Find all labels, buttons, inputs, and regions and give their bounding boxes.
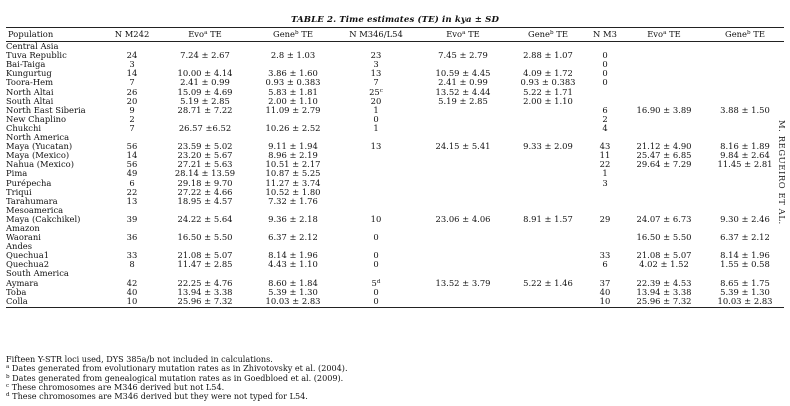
cell-gene-te-1: 3.86 ± 1.60 (268, 68, 318, 79)
running-head (776, 120, 788, 280)
table-row (6, 88, 784, 97)
cell-evo-te-1: 29.18 ± 9.70 (177, 177, 233, 188)
cell-n-m3 (588, 88, 622, 97)
cell-n-m3 (588, 197, 622, 206)
cell-evo-te-1: 7.24 ± 2.67 (180, 50, 230, 61)
cell-evo-te-1: 18.95 ± 4.57 (177, 195, 233, 206)
cell-evo-te-1: 28.14 ± 13.59 (174, 168, 236, 179)
table-row (6, 106, 784, 115)
cell-gene-te-1: 8.14 ± 1.96 (268, 250, 318, 261)
population-name: Toba (6, 286, 27, 297)
cell-gene-te-2: 8.91 ± 1.57 (523, 213, 573, 224)
cell-evo-te-3 (622, 124, 706, 133)
cell-gene-te-3: 5.39 ± 1.30 (720, 286, 770, 297)
cell-n-m242: 33 (126, 250, 138, 261)
cell-gene-te-3: 8.14 ± 1.96 (720, 250, 770, 261)
cell-gene-te-2 (508, 115, 588, 124)
cell-gene-te-2: 5.22 ± 1.46 (523, 277, 573, 288)
cell-gene-te-3 (706, 60, 784, 69)
cell-gene-te-1: 0.93 ± 0.383 (265, 77, 321, 88)
running-head-text: M. REGUEIRO ET AL. (777, 120, 787, 225)
cell-evo-te-3: 4.02 ± 1.52 (639, 259, 689, 270)
cell-gene-te-2: 2.00 ± 1.10 (523, 95, 573, 106)
population-name: Quechua2 (6, 259, 50, 270)
population-name: North East Siberia (6, 104, 86, 115)
population-name: Purépecha (6, 177, 52, 188)
table-row (6, 197, 784, 206)
cell-n-m346: 1 (373, 122, 379, 133)
cell-gene-te-3 (706, 197, 784, 206)
population-name: Waorani (6, 232, 41, 243)
cell-evo-te-2 (418, 260, 508, 269)
region-label: Amazon (6, 222, 40, 233)
cell-evo-te-2: 2.41 ± 0.99 (438, 77, 488, 88)
cell-gene-te-2: 4.09 ± 1.72 (523, 68, 573, 79)
cell-evo-te-1: 23.20 ± 5.67 (177, 150, 233, 161)
cell-evo-te-3: 25.47 ± 6.85 (636, 150, 692, 161)
cell-gene-te-3 (706, 115, 784, 124)
cell-n-m346: 25$^c$ (369, 86, 383, 97)
footnote-b: $^b$ Dates generated from genealogical mutation rates as in Goedbloed et al. (2009). (6, 372, 344, 383)
cell-evo-te-2: 23.06 ± 4.06 (435, 213, 491, 224)
cell-n-m3: 11 (599, 150, 611, 161)
cell-gene-te-1: 10.03 ± 2.83 (252, 297, 334, 308)
cell-gene-te-1: 4.43 ± 1.10 (268, 259, 318, 270)
cell-evo-te-2 (418, 151, 508, 160)
cell-evo-te-1: 27.21 ± 5.63 (177, 159, 233, 170)
cell-evo-te-1: 28.71 ± 7.22 (177, 104, 233, 115)
population-name: North Altai (6, 86, 54, 97)
time-estimates-table (6, 27, 784, 308)
cell-gene-te-2 (508, 169, 588, 178)
cell-n-m346 (334, 197, 418, 206)
cell-n-m242: 56 (126, 159, 138, 170)
cell-evo-te-3 (622, 60, 706, 69)
cell-gene-te-2 (508, 197, 588, 206)
cell-n-m242: 56 (126, 141, 138, 152)
header-evo-te-2: Evo$^a$ TE (418, 28, 508, 42)
cell-n-m3: 37 (599, 277, 611, 288)
cell-n-m346: 0 (373, 250, 379, 261)
cell-n-m346: 10 (370, 213, 382, 224)
cell-evo-te-3: 21.08 ± 5.07 (636, 250, 692, 261)
cell-n-m242: 24 (126, 50, 138, 61)
cell-gene-te-3: 9.84 ± 2.64 (720, 150, 770, 161)
cell-n-m3: 43 (599, 141, 611, 152)
cell-gene-te-3: 3.88 ± 1.50 (720, 104, 770, 115)
cell-evo-te-2 (418, 115, 508, 124)
cell-evo-te-1: 23.59 ± 5.02 (177, 141, 233, 152)
cell-n-m242: 40 (126, 286, 138, 297)
population-name: Chukchi (6, 122, 42, 133)
cell-gene-te-3 (706, 42, 784, 52)
population-name: Triqui (6, 186, 32, 197)
cell-n-m242: 2 (129, 113, 135, 124)
region-label: South America (6, 268, 69, 279)
cell-gene-te-1: 10.26 ± 2.52 (265, 122, 321, 133)
cell-gene-te-1: 5.83 ± 1.81 (268, 86, 318, 97)
cell-gene-te-1: 11.09 ± 2.79 (265, 104, 321, 115)
cell-evo-te-1: 24.22 ± 5.64 (177, 213, 233, 224)
table-row (6, 115, 784, 124)
cell-gene-te-2: 2.88 ± 1.07 (523, 50, 573, 61)
cell-evo-te-3 (622, 69, 706, 78)
cell-gene-te-1: 2.00 ± 1.10 (268, 95, 318, 106)
cell-gene-te-2: 0.93 ± 0.383 (520, 77, 576, 88)
header-row (6, 28, 784, 42)
table-row (6, 297, 784, 308)
cell-evo-te-2: 13.52 ± 3.79 (435, 277, 491, 288)
region-label: Central Asia (6, 41, 59, 52)
table-row (6, 78, 784, 87)
cell-evo-te-3 (622, 115, 706, 124)
cell-gene-te-3 (706, 179, 784, 188)
table-row (6, 188, 784, 197)
cell-gene-te-1: 9.11 ± 1.94 (268, 141, 318, 152)
cell-evo-te-3: 25.96 ± 7.32 (622, 297, 706, 308)
cell-evo-te-1: 13.94 ± 3.38 (177, 286, 233, 297)
cell-gene-te-2 (508, 260, 588, 269)
cell-evo-te-2 (418, 233, 508, 242)
cell-gene-te-1: 8.96 ± 2.19 (268, 150, 318, 161)
cell-n-m3: 3 (602, 177, 608, 188)
footnote-marker: c (379, 87, 383, 94)
cell-evo-te-3: 29.64 ± 7.29 (636, 159, 692, 170)
cell-n-m3: 40 (599, 286, 611, 297)
cell-n-m346: 23 (370, 50, 382, 61)
cell-n-m242: 22 (126, 186, 138, 197)
cell-evo-te-3: 16.50 ± 5.50 (636, 232, 692, 243)
cell-n-m242: 10 (106, 297, 158, 308)
cell-evo-te-2 (418, 197, 508, 206)
cell-evo-te-2 (418, 251, 508, 260)
population-name: Nahua (Mexico) (6, 159, 74, 170)
header-evo-te-1: Evo$^a$ TE (158, 28, 252, 42)
cell-gene-te-2 (508, 233, 588, 242)
cell-gene-te-2 (508, 297, 588, 308)
cell-gene-te-3 (706, 88, 784, 97)
cell-evo-te-1: 15.09 ± 4.69 (177, 86, 233, 97)
population-name: Tarahumara (6, 195, 58, 206)
cell-n-m242: 7 (129, 122, 135, 133)
cell-n-m3: 6 (602, 104, 608, 115)
cell-gene-te-2 (508, 124, 588, 133)
cell-evo-te-3: 16.90 ± 3.89 (636, 104, 692, 115)
cell-evo-te-2 (418, 169, 508, 178)
region-label: North America (6, 132, 70, 143)
cell-n-m346 (334, 179, 418, 188)
cell-n-m3: 0 (602, 68, 608, 79)
cell-evo-te-2 (418, 179, 508, 188)
cell-evo-te-1: 11.47 ± 2.85 (177, 259, 233, 270)
cell-n-m242: 14 (126, 150, 138, 161)
region-row (6, 42, 784, 52)
cell-n-m346: 3 (373, 59, 379, 70)
cell-evo-te-3 (622, 197, 706, 206)
cell-evo-te-3 (622, 51, 706, 60)
header-gene-te-2: Gene$^b$ TE (508, 28, 588, 42)
cell-gene-te-1: 9.36 ± 2.18 (268, 213, 318, 224)
cell-n-m346: 0 (373, 286, 379, 297)
footnote-d: $^d$ These chromosomes are M346 derived but they were not typed for L54. (6, 391, 308, 402)
population-name: Quechua1 (6, 250, 50, 261)
cell-gene-te-3 (706, 188, 784, 197)
cell-gene-te-3 (706, 169, 784, 178)
table-body (6, 42, 784, 308)
cell-gene-te-3: 1.55 ± 0.58 (720, 259, 770, 270)
header-gene-te-1: Gene$^b$ TE (252, 28, 334, 42)
cell-n-m242: 36 (126, 232, 138, 243)
header-n-m346: N M346/L54 (334, 28, 418, 42)
cell-evo-te-1: 26.57 ±6.52 (178, 122, 232, 133)
cell-n-m3: 2 (602, 113, 608, 124)
cell-evo-te-2 (418, 160, 508, 169)
region-label: Mesoamerica (6, 204, 64, 215)
cell-gene-te-2: 5.22 ± 1.71 (523, 86, 573, 97)
table-row (6, 260, 784, 269)
table-row (6, 60, 784, 69)
cell-evo-te-1: 10.00 ± 4.14 (177, 68, 233, 79)
table-row (6, 51, 784, 60)
table-row (6, 169, 784, 178)
cell-gene-te-1: 10.52 ± 1.80 (265, 186, 321, 197)
region-label: Andes (6, 241, 33, 252)
cell-n-m242: 9 (129, 104, 135, 115)
cell-n-m346: 13 (370, 68, 382, 79)
cell-evo-te-1: 25.96 ± 7.32 (158, 297, 252, 308)
cell-evo-te-2 (418, 297, 508, 308)
population-name: South Altai (6, 95, 54, 106)
cell-n-m346: 0 (334, 297, 418, 308)
cell-gene-te-3 (706, 78, 784, 87)
cell-n-m3: 4 (602, 122, 608, 133)
cell-gene-te-2 (508, 151, 588, 160)
cell-n-m346: 0 (373, 259, 379, 270)
cell-evo-te-1: 21.08 ± 5.07 (177, 250, 233, 261)
population-name: Pima (6, 168, 28, 179)
cell-gene-te-2 (508, 179, 588, 188)
cell-gene-te-2 (508, 160, 588, 169)
cell-n-m346 (334, 169, 418, 178)
cell-gene-te-3 (706, 51, 784, 60)
cell-evo-te-1: 16.50 ± 5.50 (177, 232, 233, 243)
cell-evo-te-2 (418, 124, 508, 133)
cell-gene-te-3: 8.16 ± 1.89 (720, 141, 770, 152)
cell-n-m242: 3 (129, 59, 135, 70)
cell-n-m346 (334, 188, 418, 197)
cell-n-m242: 14 (126, 68, 138, 79)
population-name: Maya (Mexico) (6, 150, 70, 161)
cell-evo-te-2: 5.19 ± 2.85 (438, 95, 488, 106)
cell-evo-te-1: 2.41 ± 0.99 (180, 77, 230, 88)
cell-evo-te-3 (622, 179, 706, 188)
cell-n-m346: 1 (373, 104, 379, 115)
population-name: Tuva Republic (6, 50, 67, 61)
cell-gene-te-3: 11.45 ± 2.81 (717, 159, 773, 170)
cell-n-m3: 10 (588, 297, 622, 308)
table-row (6, 215, 784, 224)
population-name: Maya (Yucatan) (6, 141, 73, 152)
cell-evo-te-1: 22.25 ± 4.76 (177, 277, 233, 288)
cell-gene-te-3: 9.30 ± 2.46 (720, 213, 770, 224)
table-title: Time estimates (TE) in kya ± SD (339, 15, 500, 25)
cell-evo-te-2 (418, 224, 508, 233)
footnote-marker: d (376, 278, 381, 285)
footnote-a: $^a$ Dates generated from evolutionary mutation rates as in Zhivotovsky et al. (2004). (6, 363, 348, 374)
cell-gene-te-3: 6.37 ± 2.12 (720, 232, 770, 243)
cell-evo-te-3: 13.94 ± 3.38 (636, 286, 692, 297)
footnote-loci: Fifteen Y-STR loci used, DYS 385a/b not included in calculations. (6, 354, 273, 364)
cell-evo-te-3: 24.07 ± 6.73 (636, 213, 692, 224)
cell-evo-te-3 (622, 42, 706, 52)
cell-n-m3: 29 (599, 213, 611, 224)
header-n-m3: N M3 (588, 28, 622, 42)
population-name: Bai-Taiga (6, 59, 46, 70)
table-row (6, 160, 784, 169)
cell-evo-te-3 (622, 88, 706, 97)
cell-evo-te-3 (622, 188, 706, 197)
cell-gene-te-2: 9.33 ± 2.09 (523, 141, 573, 152)
cell-gene-te-2 (508, 188, 588, 197)
cell-n-m3: 0 (602, 77, 608, 88)
cell-evo-te-1: 27.22 ± 4.66 (177, 186, 233, 197)
cell-n-m346 (334, 160, 418, 169)
footnote-c: $^c$ These chromosomes are M346 derived but not L54. (6, 381, 225, 392)
cell-gene-te-1: 6.37 ± 2.12 (268, 232, 318, 243)
cell-n-m346: 0 (373, 113, 379, 124)
table-footnotes (6, 355, 348, 401)
header-evo-te-3: Evo$^a$ TE (622, 28, 706, 42)
population-name: Kungurtug (6, 68, 52, 79)
cell-n-m3: 33 (599, 250, 611, 261)
cell-n-m242: 42 (126, 277, 138, 288)
cell-evo-te-2: 13.52 ± 4.44 (435, 86, 491, 97)
cell-evo-te-2: 10.59 ± 4.45 (435, 68, 491, 79)
cell-gene-te-3 (706, 124, 784, 133)
cell-n-m3 (588, 233, 622, 242)
cell-n-m3: 0 (602, 50, 608, 61)
cell-n-m346: 7 (373, 77, 379, 88)
cell-gene-te-1: 8.60 ± 1.84 (268, 277, 318, 288)
cell-n-m3: 1 (602, 168, 608, 179)
cell-gene-te-2 (508, 251, 588, 260)
cell-gene-te-2 (508, 106, 588, 115)
cell-n-m3 (588, 188, 622, 197)
cell-n-m346: 13 (370, 141, 382, 152)
header-n-m242: N M242 (106, 28, 158, 42)
cell-n-m346: 5$^d$ (371, 277, 381, 288)
cell-evo-te-2 (418, 242, 508, 251)
table-caption (0, 15, 790, 25)
table-label: TABLE 2. (290, 15, 337, 25)
cell-n-m242: 13 (126, 195, 138, 206)
cell-evo-te-2 (418, 288, 508, 297)
population-name: Toora-Hem (6, 77, 54, 88)
cell-gene-te-1: 5.39 ± 1.30 (268, 286, 318, 297)
cell-n-m3: 6 (602, 259, 608, 270)
cell-evo-te-3 (622, 169, 706, 178)
cell-n-m242: 6 (129, 177, 135, 188)
table-row (6, 179, 784, 188)
cell-gene-te-1: 7.32 ± 1.76 (268, 195, 318, 206)
cell-n-m242: 20 (126, 95, 138, 106)
cell-gene-te-1: 10.87 ± 5.25 (265, 168, 321, 179)
cell-evo-te-2 (418, 188, 508, 197)
header-population: Population (6, 28, 106, 42)
cell-evo-te-3: 22.39 ± 4.53 (636, 277, 692, 288)
cell-evo-te-2: 24.15 ± 5.41 (435, 141, 491, 152)
cell-gene-te-1: 11.27 ± 3.74 (265, 177, 321, 188)
cell-n-m242: 7 (129, 77, 135, 88)
cell-n-m242: 26 (126, 86, 138, 97)
cell-evo-te-2 (418, 106, 508, 115)
cell-evo-te-3 (622, 78, 706, 87)
cell-n-m346: 20 (370, 95, 382, 106)
population-name: New Chaplino (6, 113, 67, 124)
cell-gene-te-2 (508, 242, 588, 251)
table-row (6, 69, 784, 78)
cell-n-m242: 8 (129, 259, 135, 270)
cell-gene-te-3: 10.03 ± 2.83 (706, 297, 784, 308)
cell-n-m3: 22 (599, 159, 611, 170)
cell-gene-te-2 (508, 288, 588, 297)
cell-gene-te-2 (508, 224, 588, 233)
population-name: Aymara (6, 277, 39, 288)
cell-gene-te-1: 10.51 ± 2.17 (265, 159, 321, 170)
cell-n-m3 (588, 224, 622, 233)
header-gene-te-3: Gene$^b$ TE (706, 28, 784, 42)
cell-evo-te-1: 5.19 ± 2.85 (180, 95, 230, 106)
cell-evo-te-3: 21.12 ± 4.90 (636, 141, 692, 152)
cell-gene-te-3 (706, 69, 784, 78)
cell-n-m346 (334, 151, 418, 160)
cell-n-m242: 49 (126, 168, 138, 179)
cell-n-m3: 0 (602, 59, 608, 70)
cell-gene-te-1: 2.8 ± 1.03 (270, 50, 316, 61)
table-row (6, 124, 784, 133)
table-row (6, 233, 784, 242)
population-name: Colla (6, 297, 106, 308)
cell-gene-te-3: 8.65 ± 1.75 (720, 277, 770, 288)
cell-n-m346: 0 (373, 232, 379, 243)
cell-evo-te-2: 7.45 ± 2.79 (438, 50, 488, 61)
cell-n-m242: 39 (126, 213, 138, 224)
population-name: Maya (Cakchikel) (6, 213, 81, 224)
